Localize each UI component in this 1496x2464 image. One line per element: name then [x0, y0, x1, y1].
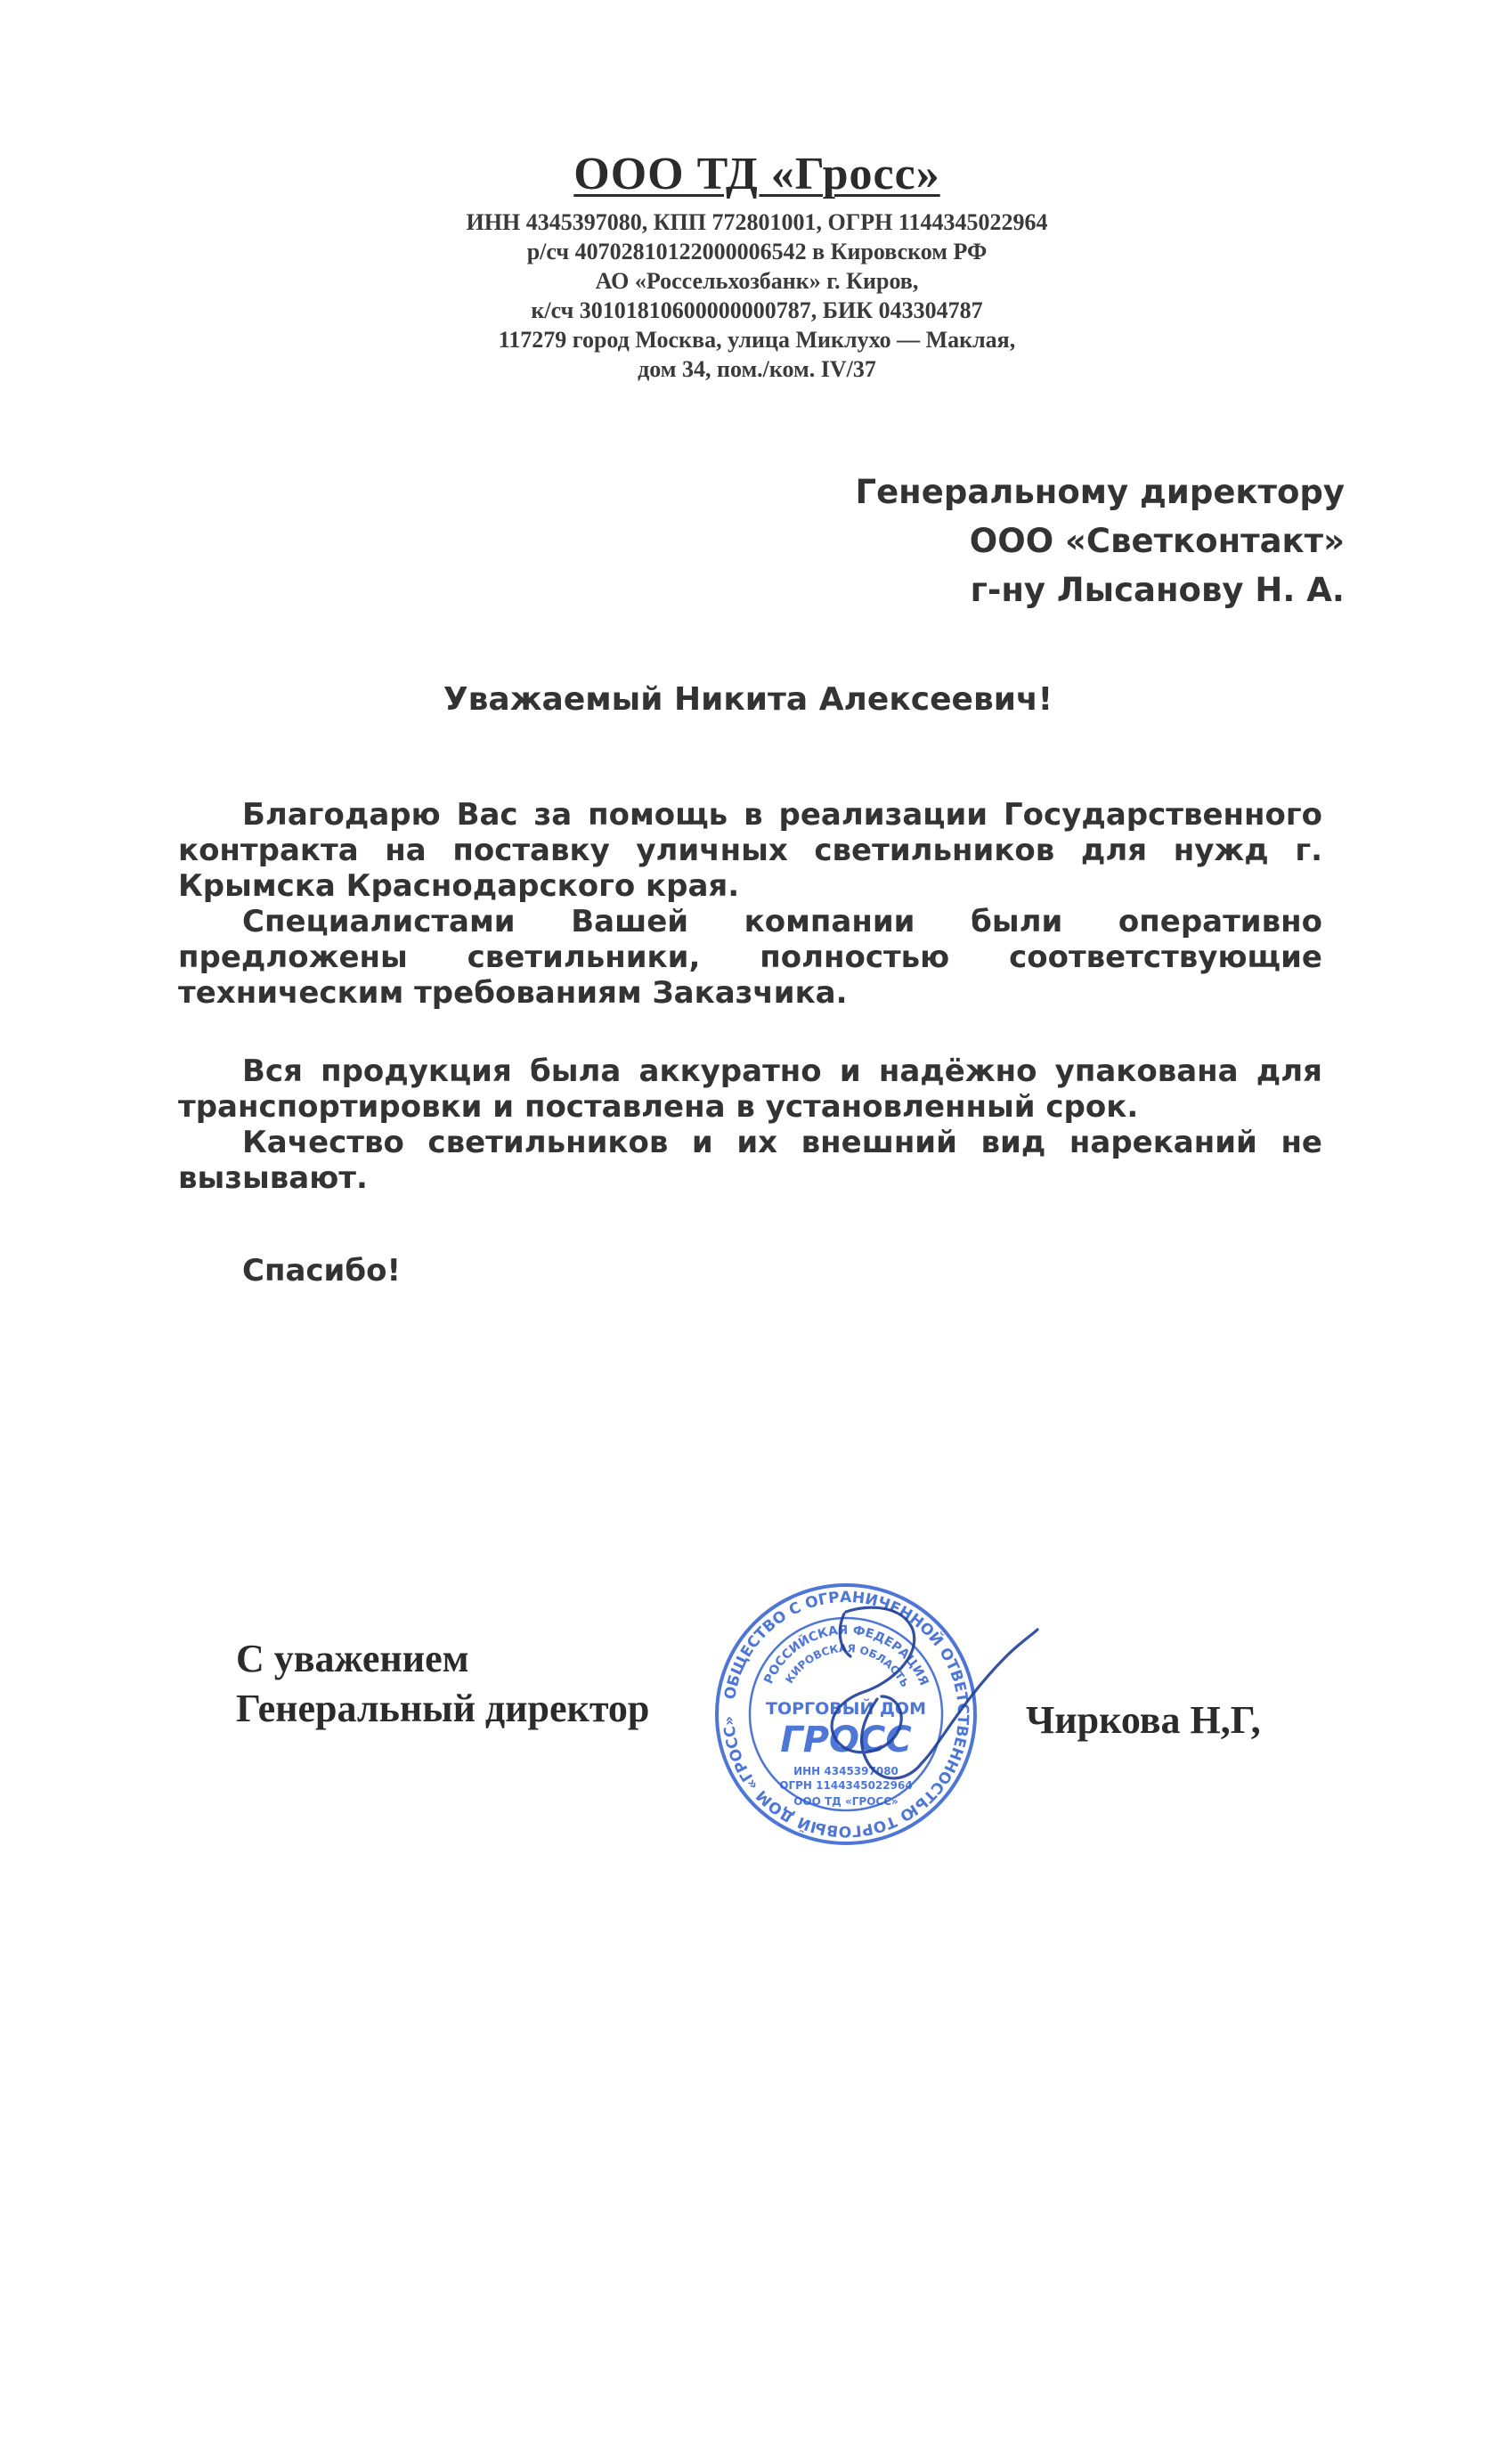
stamp-region-text: КИРОВСКАЯ ОБЛАСТЬ — [783, 1641, 912, 1690]
addressee-block — [856, 468, 1345, 614]
director-signature — [739, 1594, 1042, 1843]
company-name: ООО ТД «Гросс» — [573, 149, 940, 199]
addressee-position: Генеральному директору — [855, 473, 1345, 511]
stamp-bottom-text: ООО ТД «ГРОСС» — [793, 1795, 898, 1808]
letter-body — [178, 797, 1322, 1289]
requisites-address-line: 117279 город Москва, улица Миклухо — Маклая, — [498, 327, 1016, 353]
signer-name: Чиркова Н,Г, — [1026, 1698, 1261, 1742]
stamp-ogrn: ОГРН 1144345022964 — [779, 1779, 913, 1792]
closing-position: Генеральный директор — [236, 1687, 650, 1730]
addressee-name: г-ну Лысанову Н. А. — [970, 571, 1345, 609]
body-paragraph-3: Вся продукция была аккуратно и надёжно упакована для транспортировки и поставлена в установленный срок. — [178, 1053, 1322, 1125]
requisites-address-line-2: дом 34, пом./ком. IV/37 — [638, 356, 876, 382]
salutation: Уважаемый Никита Алексеевич! — [443, 681, 1053, 718]
requisites-inn-line: ИНН 4345397080, КПП 772801001, ОГРН 1144345022964 — [466, 209, 1048, 235]
requisites-bank-line: АО «Россельхозбанк» г. Киров, — [595, 268, 919, 294]
stamp-country-text: РОССИЙСКАЯ ФЕДЕРАЦИЯ — [761, 1622, 931, 1688]
stamp-brand-line1: ТОРГОВЫЙ ДОМ — [766, 1699, 926, 1719]
requisites-corr-account-line: к/сч 30101810600000000787, БИК 043304787 — [531, 297, 983, 323]
addressee-company: ООО «Светконтакт» — [969, 522, 1345, 560]
stamp-outer-text: ОБЩЕСТВО С ОГРАНИЧЕННОЙ ОТВЕТСТВЕННОСТЬЮ ТОРГОВЫЙ ДОМ «ГРОСС» — [720, 1588, 972, 1841]
closing-regards: С уважением — [236, 1637, 469, 1680]
stamp-brand-line2: ГРОСС — [780, 1720, 912, 1761]
stamp-inn: ИНН 4345397080 — [793, 1765, 898, 1777]
body-paragraph-4: Качество светильников и их внешний вид нареканий не вызывают. — [178, 1125, 1322, 1196]
body-paragraph-1: Благодарю Вас за помощь в реализации Государственного контракта на поставку уличных светильников для нужд г. Крымска Краснодарского края. — [178, 797, 1322, 904]
thanks-line: Спасибо! — [242, 1253, 401, 1289]
requisites-account-line: р/сч 40702810122000006542 в Кировском РФ — [526, 239, 988, 264]
body-paragraph-2: Специалистами Вашей компании были оперативно предложены светильники, полностью соответствующие техническим требованиям Заказчика. — [178, 904, 1322, 1011]
letterhead — [338, 147, 1175, 384]
closing-block — [236, 1634, 649, 1734]
